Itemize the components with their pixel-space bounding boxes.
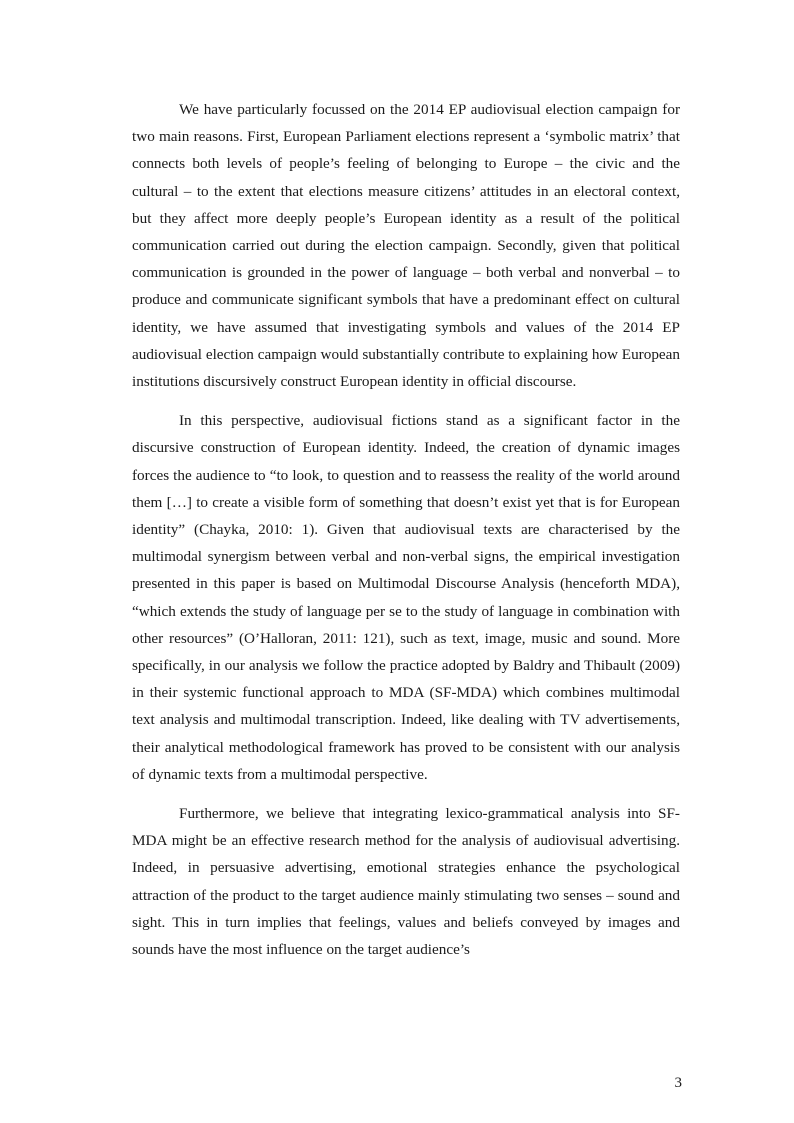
page-number: 3 xyxy=(674,1075,682,1091)
paragraph-3: Furthermore, we believe that integrating lexico-grammatical analysis into SF-MDA might be an effective research method for the analysis of audiovisual advertising. Indeed, in persuasive advertising, emotional strategies enhance the psychological attraction of the product to the target audience mainly stimulating two senses – sound and sight. This in turn implies that feelings, values and beliefs conveyed by images and sounds have the most influence on the target audience’s xyxy=(132,805,680,959)
paragraph-1: We have particularly focussed on the 2014 EP audiovisual election campaign for two main reasons. First, European Parliament elections represent a ‘symbolic matrix’ that connects both levels of people’s feeling of belonging to Europe – the civic and the cultural – to the extent that elections measure citizens’ attitudes in an electoral context, but they affect more deeply people’s European identity as a result of the political communication carried out during the election campaign. Secondly, given that political communication is grounded in the power of language – both verbal and nonverbal – to produce and communicate significant symbols that have a predominant effect on cultural identity, we have assumed that investigating symbols and values of the 2014 EP audiovisual election campaign would substantially contribute to explaining how European institutions discursively construct European identity in official discourse. xyxy=(132,101,680,391)
page-body xyxy=(132,96,680,975)
paragraph-2: In this perspective, audiovisual fictions stand as a significant factor in the discursive construction of European identity. Indeed, the creation of dynamic images forces the audience to “to look, to question and to reassess the reality of the world around them […] to create a visible form of something that doesn’t exist yet that is for European identity” (Chayka, 2010: 1). Given that audiovisual texts are characterised by the multimodal synergism between verbal and non-verbal signs, the empirical investigation presented in this paper is based on Multimodal Discourse Analysis (henceforth MDA), “which extends the study of language per se to the study of language in combination with other resources” (O’Halloran, 2011: 121), such as text, image, music and sound. More specifically, in our analysis we follow the practice adopted by Baldry and Thibault (2009) in their systemic functional approach to MDA (SF-MDA) which combines multimodal text analysis and multimodal transcription. Indeed, like dealing with TV advertisements, their analytical methodological framework has proved to be consistent with our analysis of dynamic texts from a multimodal perspective. xyxy=(132,412,680,783)
